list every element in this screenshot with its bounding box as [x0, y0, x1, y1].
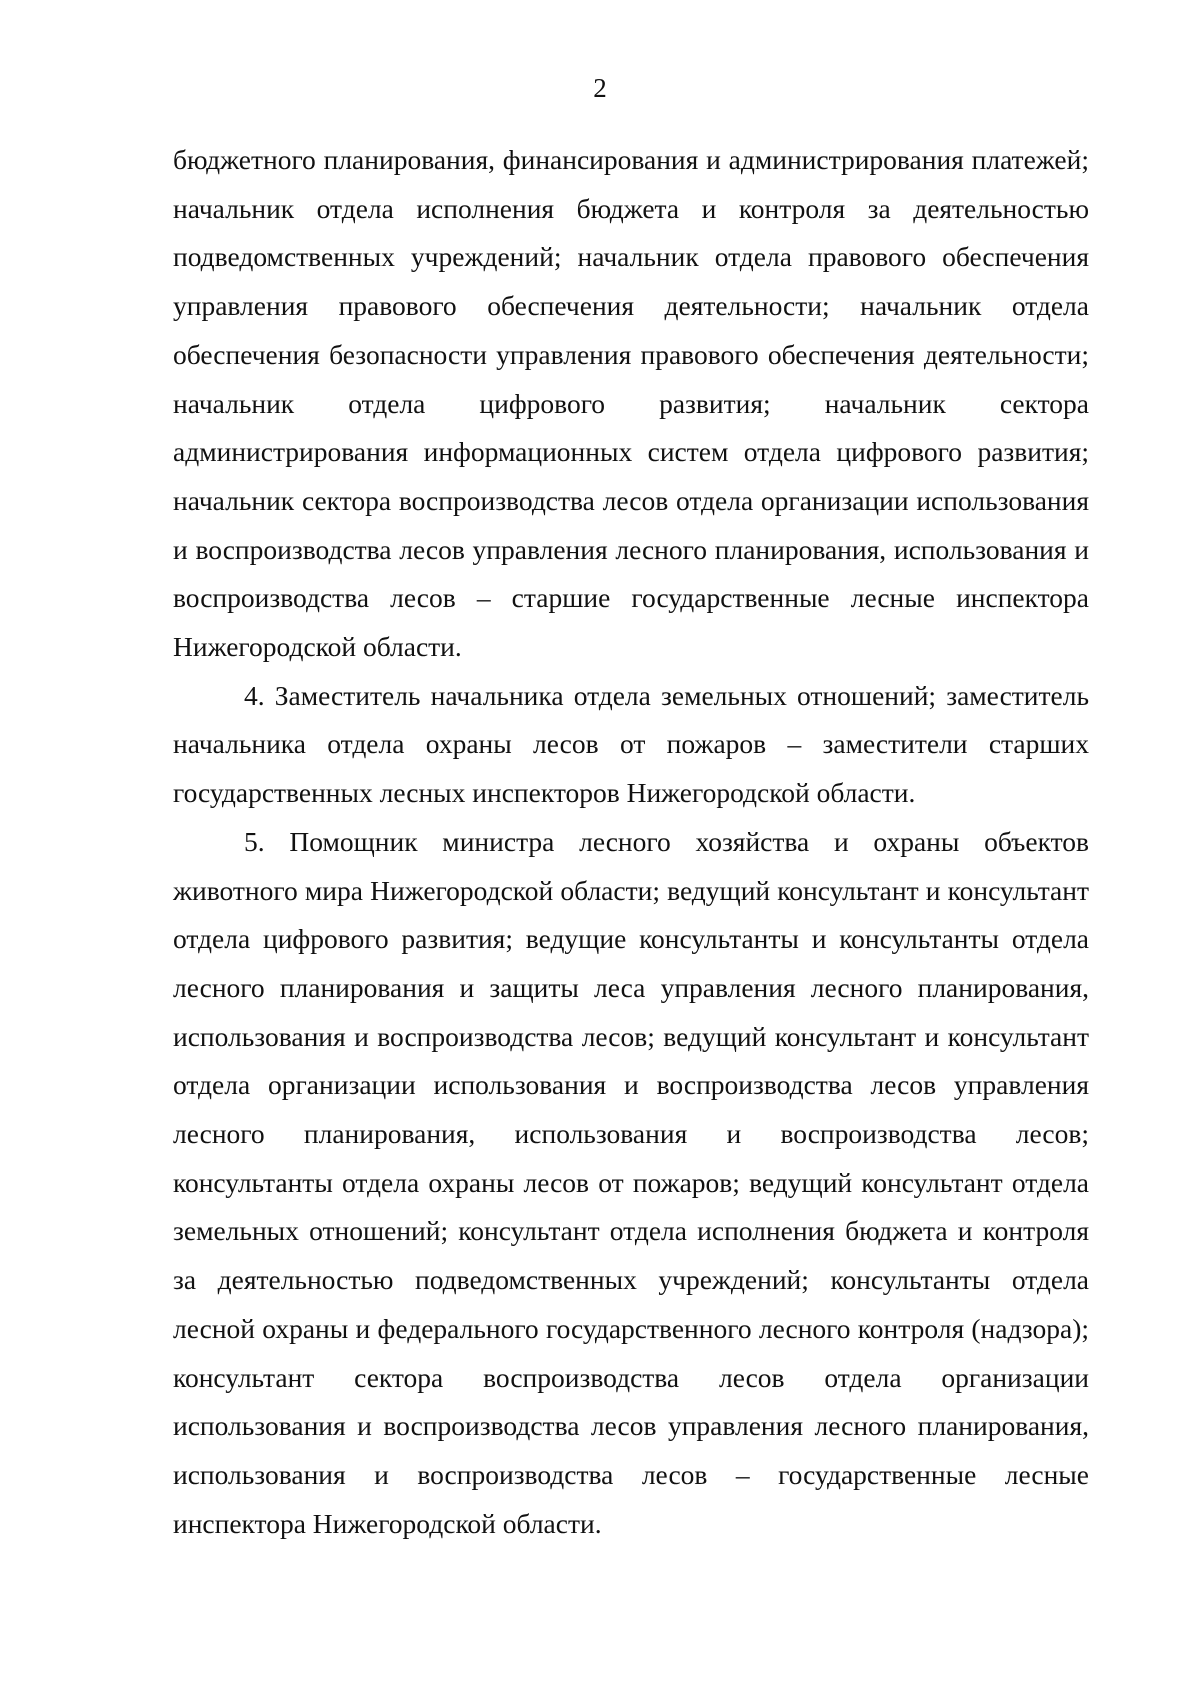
- paragraph-item-5: 5. Помощник министра лесного хозяйства и охраны объектов животного мира Нижегородской области; ведущий консультант и консультант отдела цифрового развития; ведущие консультанты и консультанты отдела лесного планирования и защиты леса управления лесного планирования, использования и воспроизводства лесов; ведущий консультант и консультант отдела организации использования и воспроизводства лесов управления лесного планирования, использования и воспроизводства лесов; консультанты отдела охраны лесов от пожаров; ведущий консультант отдела земельных отношений; консультант отдела исполнения бюджета и контроля за деятельностью подведомственных учреждений; консультанты отдела лесной охраны и федерального государственного лесного контроля (надзора); консультант сектора воспроизводства лесов отдела организации использования и воспроизводства лесов управления лесного планирования, использования и воспроизводства лесов – государственные лесные инспектора Нижегородской области.: [173, 825, 1089, 1539]
- paragraph-continuation: бюджетного планирования, финансирования и администрирования платежей; начальник отдела исполнения бюджета и контроля за деятельностью подведомственных учреждений; начальник отдела правового обеспечения управления правового обеспечения деятельности; начальник отдела обеспечения безопасности управления правового обеспечения деятельности; начальник отдела цифрового развития; начальник сектора администрирования информационных систем отдела цифрового развития; начальник сектора воспроизводства лесов отдела организации использования и воспроизводства лесов управления лесного планирования, использования и воспроизводства лесов – старшие государственные лесные инспектора Нижегородской области.: [173, 144, 1089, 663]
- document-body: [173, 136, 1089, 1548]
- page-number: 2: [593, 73, 607, 103]
- paragraph-item-4: 4. Заместитель начальника отдела земельных отношений; заместитель начальника отдела охраны лесов от пожаров – заместители старших государственных лесных инспекторов Нижегородской области.: [173, 679, 1089, 809]
